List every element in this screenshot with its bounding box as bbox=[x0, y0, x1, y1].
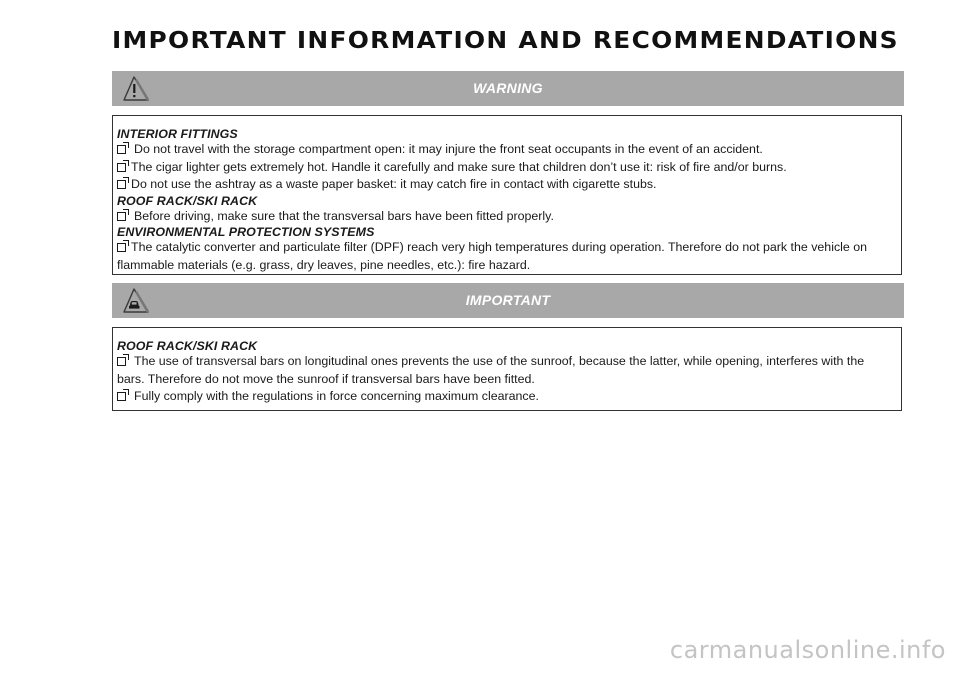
list-item: Do not use the ashtray as a waste paper basket: it may catch fire in contact with cigarette stubs. bbox=[117, 176, 895, 194]
bullet-icon bbox=[117, 180, 126, 189]
warning-label: WARNING bbox=[473, 80, 543, 96]
important-banner bbox=[112, 283, 904, 318]
page-title: IMPORTANT INFORMATION AND RECOMMENDATIONS bbox=[112, 28, 899, 54]
bullet-icon bbox=[117, 357, 126, 366]
section-heading-roof-rack: ROOF RACK/SKI RACK bbox=[117, 339, 258, 353]
watermark: carmanualsonline.info bbox=[669, 636, 946, 664]
list-item: Before driving, make sure that the transversal bars have been fitted properly. bbox=[117, 208, 895, 226]
bullet-icon bbox=[117, 145, 126, 154]
list-item: The use of transversal bars on longitudinal ones prevents the use of the sunroof, because the latter, while opening, interferes with the bars. Therefore do not move the sunroof if transversal bars have been fitted. bbox=[117, 354, 865, 386]
list-item: The catalytic converter and particulate filter (DPF) reach very high temperatures during operation. Therefore do not park the vehicle on flammable materials (e.g. grass, dry leaves, pine needles, etc.): fire hazard. bbox=[117, 240, 868, 272]
bullet-icon bbox=[117, 163, 126, 172]
bullet-icon bbox=[117, 243, 126, 252]
section-heading-interior-fittings: INTERIOR FITTINGS bbox=[117, 127, 238, 141]
list-item: Fully comply with the regulations in force concerning maximum clearance. bbox=[117, 388, 895, 406]
important-label: IMPORTANT bbox=[465, 292, 551, 308]
bullet-icon bbox=[117, 392, 126, 401]
bullet-icon bbox=[117, 212, 126, 221]
list-item: Do not travel with the storage compartment open: it may injure the front seat occupants in the event of an accident. bbox=[117, 141, 895, 159]
warning-box bbox=[112, 115, 902, 275]
section-heading-roof-rack: ROOF RACK/SKI RACK bbox=[117, 193, 258, 208]
list-item: The cigar lighter gets extremely hot. Handle it carefully and make sure that children don’t use it: risk of fire and/or burns. bbox=[117, 159, 895, 177]
important-box bbox=[112, 327, 902, 411]
section-heading-environmental: ENVIRONMENTAL PROTECTION SYSTEMS bbox=[117, 225, 375, 239]
warning-banner bbox=[112, 71, 904, 106]
